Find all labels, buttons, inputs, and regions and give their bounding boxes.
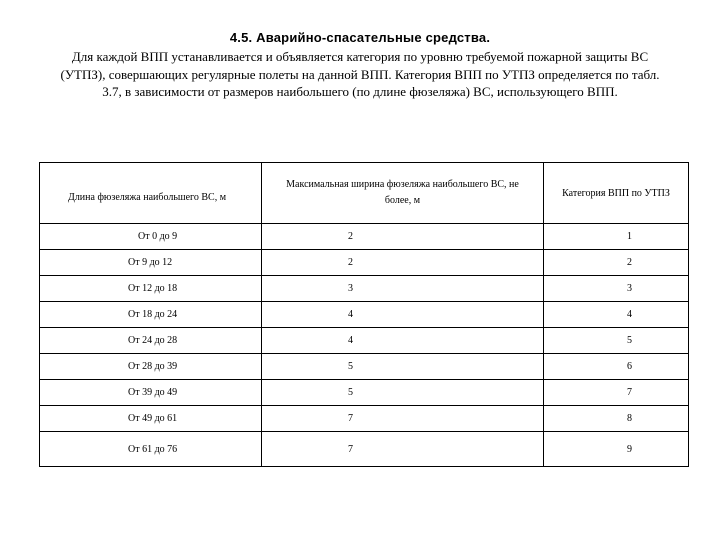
cell-category: 1 [544,224,689,250]
table-header-row [40,163,689,224]
cell-length: От 18 до 24 [40,302,262,328]
cell-width: 7 [262,432,544,467]
table-row [40,380,689,406]
cell-length: От 28 до 39 [40,354,262,380]
cell-length: От 49 до 61 [40,406,262,432]
cell-length: От 9 до 12 [40,250,262,276]
cell-length: От 12 до 18 [40,276,262,302]
cell-category: 3 [544,276,689,302]
cell-category: 6 [544,354,689,380]
table-row [40,302,689,328]
cell-category: 7 [544,380,689,406]
header-category: Категория ВПП по УТПЗ [544,163,689,224]
category-table [39,162,689,467]
intro-paragraph: Для каждой ВПП устанавливается и объявляется категория по уровню требуемой пожарной защиты ВС (УТПЗ), совершающих регулярные полеты на данной ВПП. Категория ВПП по УТПЗ определяется по табл. 3.7, в зависимости от размеров наибольшего (по длине фюзеляжа) ВС, использующего ВПП. [60,49,660,99]
header-fuselage-width: Максимальная ширина фюзеляжа наибольшего ВС, не более, м [262,163,544,224]
cell-width: 7 [262,406,544,432]
table-row [40,276,689,302]
cell-width: 2 [262,224,544,250]
cell-category: 8 [544,406,689,432]
cell-width: 2 [262,250,544,276]
section-heading: 4.5. Аварийно-спасательные средства. [229,30,491,45]
cell-width: 5 [262,354,544,380]
table-row [40,224,689,250]
cell-width: 5 [262,380,544,406]
cell-width: 3 [262,276,544,302]
table-row [40,250,689,276]
table-row [40,354,689,380]
table-row [40,328,689,354]
cell-length: От 24 до 28 [40,328,262,354]
cell-category: 4 [544,302,689,328]
cell-width: 4 [262,302,544,328]
table-row [40,406,689,432]
cell-length: От 0 до 9 [40,224,262,250]
cell-length: От 39 до 49 [40,380,262,406]
table-row [40,432,689,467]
cell-category: 5 [544,328,689,354]
cell-category: 9 [544,432,689,467]
cell-width: 4 [262,328,544,354]
cell-length: От 61 до 76 [40,432,262,467]
header-fuselage-length: Длина фюзеляжа наибольшего ВС, м [40,163,262,224]
cell-category: 2 [544,250,689,276]
